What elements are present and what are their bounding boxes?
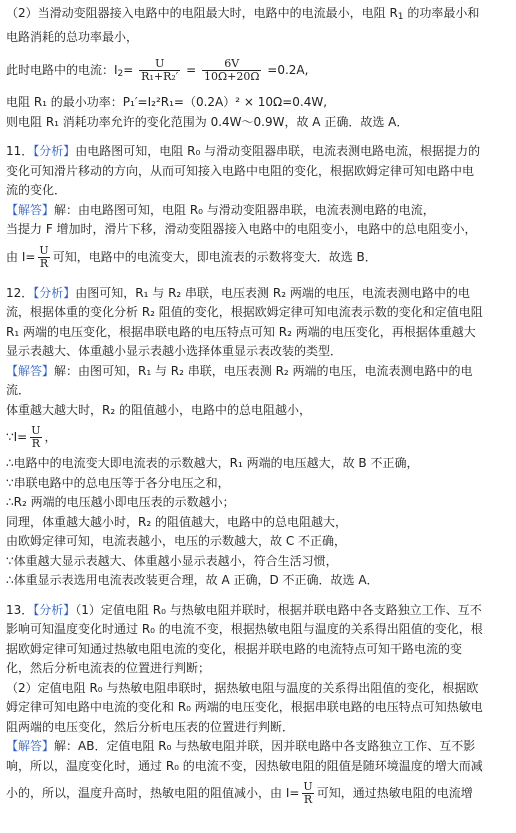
min-power-line: 电阻 R₁ 的最小功率：P₁′=I₂²R₁=（0.2A）² × 10Ω=0.4W,: [6, 95, 328, 109]
q13-analysis-line-3: 据欧姆定律可知通过热敏电阻电流的变化，根据并联电路的电流特点可知干路电流的变: [6, 641, 463, 656]
part2-line-2: 电路消耗的总功率最小，: [6, 29, 139, 44]
q12-answer-line-6: ∵串联电路中的总电压等于各分电压之和，: [6, 475, 230, 490]
q11-answer-line-2: 当提力 F 增加时，滑片下移，滑动变阻器接入电路中的电阻变小，电路中的总电阻变小，: [6, 222, 477, 236]
q12-answer-line-11: ∴体重显示表选用电流表改装更合理，故 A 正确，D 不正确．故选 A．: [6, 573, 379, 587]
q13-analysis-line-4: 化，然后分析电流表的位置进行判断；: [6, 661, 211, 675]
q12-analysis-line-2: 流，根据体重的变化分析 R₂ 阻值的变化，根据欧姆定律可知电流表示数的变化和定值电阻: [6, 305, 483, 319]
q13-answer-line-1: 【解答】解：AB．定值电阻 R₀ 与热敏电阻并联，因并联电路中各支路独立工作、互不影: [6, 739, 476, 753]
q11-number: 11．: [6, 144, 34, 158]
q13-analysis-line-2: 影响可知温度变化时通过 R₀ 的电流不变，根据热敏电阻与温度的关系得出阻值的变化，根: [6, 622, 483, 636]
q12-answer-line-9: 由欧姆定律可知，电流表越小，电压的示数越大，故 C 不正确，: [6, 534, 347, 548]
fraction-u-over-r: $\frac{U}{\text{R₁+R₂′}}$: [141, 57, 179, 83]
fraction-u-over-r: $\frac{U}{R}$: [39, 243, 49, 270]
current-equation: 此时电路中的电流：$I_2=$ $\frac{U}{\text{R₁+R₂′}}$ = $\frac{6V}{10\Omega+20\Omega}$ =0.2A,: [6, 57, 309, 83]
q11-analysis-line-3: 流的变化．: [6, 183, 67, 197]
q12-answer-line-5: ∴电路中的电流变大即电流表的示数越大，R₁ 两端的电压越大，故 B 不正确，: [6, 456, 419, 470]
q12-answer-line-1: 【解答】解：由图可知，R₁ 与 R₂ 串联，电压表测 R₂ 两端的电压，电流表测电路中的电: [6, 363, 473, 378]
q11-analysis-line-2: 变化可知滑片移动的方向，从而可知接入电路中电阻的变化，根据欧姆定律可知电路中电: [6, 163, 475, 178]
q12-answer-tag: 【解答】: [6, 363, 55, 378]
q11-analysis-line-1: 11．【分析】由电路图可知，电阻 R₀ 与滑动变阻器串联，电流表测电路电流，根据提力的: [6, 144, 481, 158]
fraction-u-over-r: $\frac{U}{R}$: [31, 424, 41, 450]
q11-analysis-tag: 【分析】: [33, 144, 76, 158]
q13-analysis-line-7: 阻两端的电压变化，然后分析电压表的位置进行判断．: [6, 719, 295, 734]
q12-answer-line-3: 体重越大越大时，R₂ 的阻值越小，电路中的总电阻越小，: [6, 402, 311, 417]
q13-analysis-line-5: （2）定值电阻 R₀ 与热敏电阻串联时，据热敏电阻与温度的关系得出阻值的变化，根据欧: [6, 680, 479, 695]
q13-number: 13．: [6, 602, 34, 617]
q12-answer-line-10: ∵体重越大显示表越大、体重越小显示表越小，符合生活习惯，: [6, 553, 338, 568]
fraction-6v-over-30ohm: $\frac{6V}{10\Omega+20\Omega}$: [204, 57, 260, 83]
fraction-u-over-r: $\frac{U}{R}$: [303, 780, 313, 806]
q13-answer-line-3: 小的，所以，温度升高时，热敏电阻的阻值减小，由 I= $\frac{U}{R}$ 可知，通过热敏电阻的电流增: [6, 780, 473, 806]
q12-answer-line-8: 同理，体重越大越小时，R₂ 的阻值越大，电路中的总电阻越大，: [6, 514, 347, 529]
power-range-line: 则电阻 R₁ 消耗功率允许的变化范围为 0.4W～0.9W，故 A 正确．故选 A．: [6, 114, 409, 129]
q12-answer-line-2: 流．: [6, 383, 31, 397]
q13-answer-line-2: 响，所以，温度变化时，通过 R₀ 的电流不变，因热敏电阻的阻值是随环境温度的增大而减: [6, 758, 483, 773]
q12-answer-line-4: ∵I= $\frac{U}{R}$ ，: [6, 424, 57, 450]
q12-analysis-tag: 【分析】: [33, 285, 76, 300]
q11-answer-tag: 【解答】: [6, 202, 55, 217]
q13-analysis-tag: 【分析】: [33, 602, 76, 617]
q13-answer-tag: 【解答】: [6, 739, 55, 753]
q12-answer-line-7: ∴R₂ 两端的电压越小即电压表的示数越小；: [6, 495, 235, 509]
q13-analysis-line-6: 姆定律可知电路中电流的变化和 R₀ 两端的电压变化，根据串联电路的电压特点可知热敏电: [6, 700, 483, 714]
part2-line-1: （2）当滑动变阻器接入电路中的电阻最大时，电路中的电流最小，电阻 $R_1$ 的功率最小和: [6, 6, 480, 22]
q12-analysis-line-3: R₁ 两端的电压变化，根据串联电路的电压特点可知 R₂ 两端的电压变化，再根据体重越大: [6, 324, 476, 339]
q12-analysis-line-1: 12．【分析】由图可知，R₁ 与 R₂ 串联，电压表测 R₂ 两端的电压，电流表测电路中的电: [6, 285, 470, 300]
q11-answer-line-3: 由 I= $\frac{U}{R}$ 可知，电路中的电流变大，即电流表的示数将变大．故选 B．: [6, 243, 377, 270]
q12-number: 12．: [6, 285, 34, 300]
q13-analysis-line-1: 13．【分析】（1）定值电阻 R₀ 与热敏电阻并联时，根据并联电路中各支路独立工作、互不: [6, 602, 482, 617]
q11-answer-line-1: 【解答】解：由电路图可知，电阻 R₀ 与滑动变阻器串联，电流表测电路的电流，: [6, 202, 435, 217]
q12-analysis-line-4: 显示表越大、体重越小显示表越小选择体重显示表改装的类型．: [6, 344, 343, 358]
